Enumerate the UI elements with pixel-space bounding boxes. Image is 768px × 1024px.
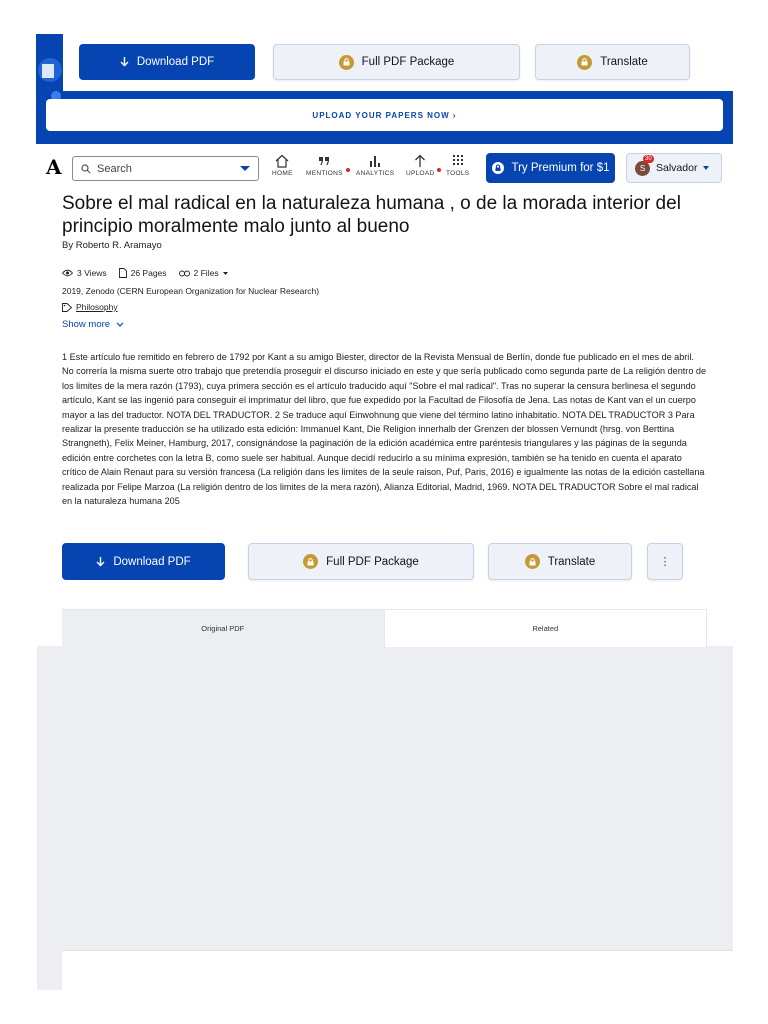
nav-home[interactable] (272, 154, 293, 177)
full-pdf-package-button[interactable] (248, 543, 474, 580)
user-menu-button[interactable] (626, 153, 722, 183)
nav-upload[interactable] (406, 154, 435, 177)
close-icon[interactable]: × (706, 40, 717, 54)
document-icon (119, 268, 127, 278)
paper-venue: 2019, Zenodo (CERN European Organization for Nuclear Research) (62, 286, 320, 296)
try-premium-button[interactable] (486, 153, 615, 183)
show-more-link[interactable] (62, 319, 124, 330)
download-arrow-icon (120, 57, 129, 67)
premium-label: Try Premium for $1 (511, 162, 610, 174)
lock-icon (577, 55, 592, 70)
nav-analytics-label: ANALYTICS (356, 170, 395, 177)
chevron-down-icon (703, 166, 709, 170)
promo-download-pdf-button[interactable] (79, 44, 255, 80)
files-dropdown[interactable] (179, 268, 228, 278)
lock-icon (525, 554, 540, 569)
full-pdf-package-label: Full PDF Package (326, 555, 419, 568)
pages-count (119, 268, 167, 278)
more-options-button[interactable] (647, 543, 683, 580)
lock-icon (339, 55, 354, 70)
promo-translate-button[interactable] (535, 44, 690, 80)
nav-tools-label: TOOLS (446, 170, 470, 177)
paper-meta (62, 268, 228, 278)
pdf-viewer-area (37, 646, 733, 990)
bar-chart-icon (367, 154, 383, 168)
upload-papers-button[interactable]: UPLOAD YOUR PAPERS NOW › (46, 99, 723, 131)
paper-abstract: 1 Este artículo fue remitido en febrero de 1792 por Kant a su amigo Biester, director de la Revista Mensual de Berlín, donde fue publicado en el mes de abril. No correría la misma suerte otro trabajo que pretendía proseguir el discurso iniciado en este y que sería publicado como segunda parte de La religión dentro de los limites de la mera razón (1793), cuya primera sección es el artículo traducido aquí "Sobre el mal radical". Tras no superar la censura berlinesa el segundo artículo, Kant se las ingenió para conseguir el imprimatur del libro, que fue expedido por la Facultad de Filosofía de Jena. Las notas de Kant van el un cuerpo mayor a las del traductor. NOTA DEL TRADUCTOR. 2 Se traduce aquí Einwohnung que viene del término latino inhabitatio. NOTA DEL TRADUCTOR 3 Para realizar la presente traducción se ha utilizado esta edición: Immanuel Kant, Die Religion innerhalb der Grenzen der blossen Vernundt (hrsg. von Berttina Strangneth), Felix Meiner, Hamburg, 2017, consignándose la paginación de la edición académica entre paréntesis triangulares y las páginas de la segunda edición entre corchetes con la letra B, como suele ser habitual. Aunque decidí reducirlo a su mínima expresión, también se ha tenido en cuenta el aparato crítico de Alain Renaut para su versión francesa (La religión dans les limites de la seule raison, Puf, Paris, 2016) e igualmente las notas de la edición castellana realizada por Felipe Marzoa (La religión dentro de los limites de la mera razón), Alianza Editorial, Madrid, 1969. NOTA DEL TRADUCTOR Sobre el mal radical en la naturaleza humana 205 (62, 352, 707, 507)
nav-upload-label: UPLOAD (406, 170, 435, 177)
nav-mentions[interactable] (306, 154, 343, 177)
upload-alert-dot (437, 168, 441, 172)
viewer-tabs (62, 609, 707, 647)
chevron-down-icon (223, 272, 228, 275)
nav-mentions-label: MENTIONS (306, 170, 343, 177)
link-icon (179, 270, 190, 277)
promo-full-pdf-package-button[interactable] (273, 44, 520, 80)
pdf-page (62, 950, 733, 1024)
home-icon (274, 154, 290, 168)
download-pdf-button[interactable] (62, 543, 225, 580)
search-input[interactable] (72, 156, 259, 181)
tab-original-pdf[interactable]: Original PDF (62, 610, 384, 647)
views-count (62, 268, 107, 278)
search-placeholder: Search (97, 162, 132, 175)
chevron-down-icon[interactable] (240, 166, 250, 171)
nav-home-label: HOME (272, 170, 293, 177)
promo-translate-label: Translate (600, 56, 648, 68)
show-more-label: Show more (62, 319, 111, 330)
promo-download-label: Download PDF (136, 56, 215, 68)
avatar-initial: S (639, 163, 646, 173)
user-name: Salvador (656, 162, 698, 174)
grid-icon (450, 154, 466, 168)
download-pdf-label: Download PDF (113, 555, 191, 568)
tag-icon (62, 303, 72, 312)
upload-arrow-icon (412, 154, 428, 168)
lock-icon (303, 554, 318, 569)
quote-icon (316, 154, 332, 168)
more-vertical-icon: ⋮ (659, 555, 671, 568)
topic-tag-label: Philosophy (76, 302, 118, 312)
promo-package-label: Full PDF Package (361, 56, 455, 68)
translate-label: Translate (547, 555, 596, 568)
mentions-alert-dot (346, 168, 350, 172)
chevron-down-icon (116, 322, 124, 327)
avatar (635, 155, 652, 176)
nav-analytics[interactable] (356, 154, 394, 177)
paper-title: Sobre el mal radical en la naturaleza humana , o de la morada interior del principio moralmente malo junto al bueno (62, 193, 681, 237)
pages-label: 26 Pages (130, 268, 167, 278)
paper-author[interactable]: By Roberto R. Aramayo (62, 240, 162, 251)
search-icon (81, 164, 91, 174)
topic-tag[interactable] (62, 302, 118, 312)
files-label: 2 Files (193, 268, 219, 278)
tab-related[interactable]: Related (384, 610, 708, 647)
eye-icon (62, 269, 73, 277)
lock-icon (492, 162, 504, 174)
nav-tools[interactable] (446, 154, 469, 177)
translate-button[interactable] (488, 543, 632, 580)
download-arrow-icon (96, 557, 105, 567)
views-label: 3 Views (77, 268, 107, 278)
academia-logo[interactable]: A (46, 155, 62, 179)
notification-badge: 30 (645, 155, 652, 162)
